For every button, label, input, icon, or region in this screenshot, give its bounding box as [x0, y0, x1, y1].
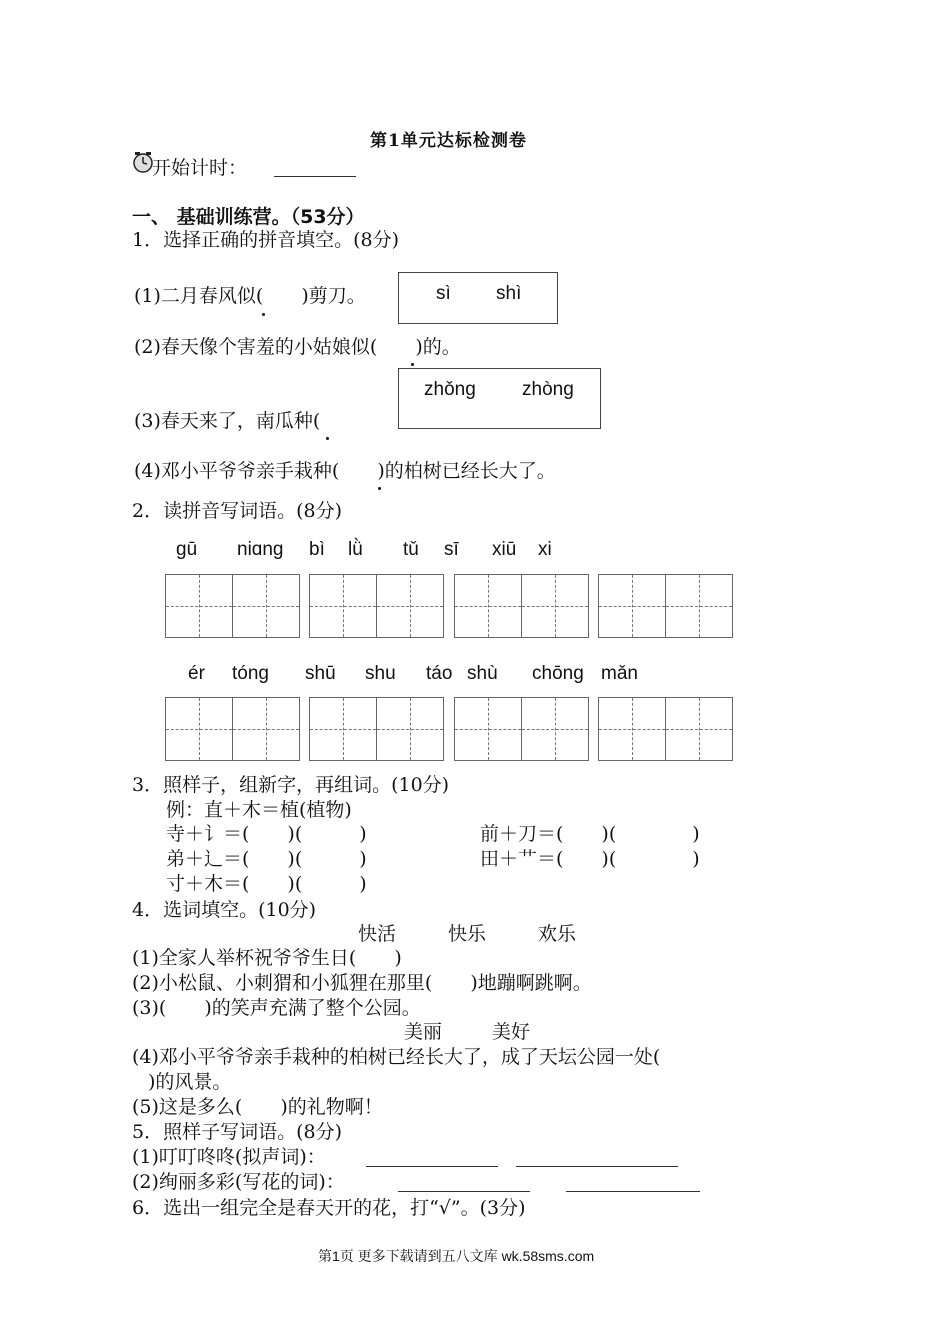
q4-item: (1)全家人举杯祝爷爷生日( ) — [132, 947, 402, 969]
q4-prompt: 4．选词填空。(10分) — [132, 899, 317, 921]
pinyin: táo — [426, 663, 453, 684]
timer-label: 开始计时： — [152, 157, 248, 179]
q4-item: (5)这是多么( )的礼物啊！ — [132, 1096, 383, 1118]
q5-prompt: 5．照样子写词语。(8分) — [132, 1121, 343, 1143]
pinyin: xiū — [492, 539, 517, 560]
q4-item: (4)邓小平爷爷亲手栽种的柏树已经长大了，成了天坛公园一处( — [132, 1046, 661, 1068]
q2-prompt: 2．读拼音写词语。(8分) — [132, 500, 343, 522]
word-option: 欢乐 — [538, 923, 577, 945]
writing-grid[interactable] — [598, 574, 733, 638]
pinyin-option: zhòng — [522, 379, 574, 400]
pinyin: shù — [467, 663, 498, 684]
answer-line[interactable] — [566, 1191, 700, 1192]
word-option: 快乐 — [448, 923, 487, 945]
emphasis-dot — [411, 363, 414, 366]
answer-line[interactable] — [398, 1191, 530, 1192]
writing-grid[interactable] — [454, 574, 589, 638]
writing-grid[interactable] — [165, 574, 300, 638]
q4-item: (2)小松鼠、小刺猬和小狐狸在那里( )地蹦啊跳啊。 — [132, 972, 592, 994]
writing-grid[interactable] — [309, 574, 444, 638]
q3-item: 前＋刀＝( )( ) — [480, 823, 700, 845]
writing-grid[interactable] — [165, 697, 300, 761]
clock-icon — [132, 150, 154, 178]
pinyin-option: sì — [436, 283, 451, 304]
emphasis-dot — [326, 437, 329, 440]
q4-item: )的风景。 — [148, 1071, 232, 1093]
pinyin: ér — [188, 663, 205, 684]
pinyin: xi — [538, 539, 552, 560]
q1-item-2: (2)春天像个害羞的小姑娘似( )的。 — [134, 336, 461, 358]
word-option: 美丽 — [404, 1021, 443, 1043]
q1-item-1: (1)二月春风似( )剪刀。 — [134, 285, 366, 307]
pinyin: tǔ — [403, 539, 419, 560]
answer-line[interactable] — [366, 1166, 498, 1167]
pinyin: sī — [444, 539, 459, 560]
timer-answer-line[interactable] — [274, 176, 356, 177]
q1-item-4: (4)邓小平爷爷亲手栽种( )的柏树已经长大了。 — [134, 460, 556, 482]
pinyin-choice-box-1 — [398, 272, 558, 324]
q4-item: (3)( )的笑声充满了整个公园。 — [132, 997, 421, 1019]
writing-grid[interactable] — [309, 697, 444, 761]
pinyin: mǎn — [601, 663, 638, 684]
q3-item: 寺＋讠＝( )( ) — [166, 823, 367, 845]
pinyin: shu — [365, 663, 396, 684]
q5-item: (2)绚丽多彩(写花的词)： — [132, 1171, 345, 1193]
q3-item: 田＋艹＝( )( ) — [480, 848, 700, 870]
emphasis-dot — [378, 487, 381, 490]
writing-grid[interactable] — [598, 697, 733, 761]
pinyin: gū — [176, 539, 198, 560]
pinyin: lǜ — [348, 539, 363, 560]
q3-item: 寸＋木＝( )( ) — [166, 873, 367, 895]
pinyin-option: shì — [496, 283, 522, 304]
word-option: 快活 — [358, 923, 397, 945]
emphasis-dot — [262, 313, 265, 316]
pinyin: shū — [305, 663, 336, 684]
pinyin: niɑng — [237, 539, 284, 560]
page-title: 第1单元达标检测卷 — [370, 131, 527, 151]
q1-prompt: 1．选择正确的拼音填空。(8分) — [132, 229, 400, 251]
pinyin-option: zhǒng — [424, 379, 476, 400]
q1-item-3: (3)春天来了，南瓜种( — [134, 410, 321, 432]
q6-prompt: 6．选出一组完全是春天开的花，打“√”。(3分) — [132, 1197, 526, 1219]
pinyin: tóng — [232, 663, 269, 684]
section-heading: 一、 基础训练营。（53分） — [132, 206, 365, 228]
q3-prompt: 3．照样子，组新字，再组词。(10分) — [132, 774, 450, 796]
q3-example: 例：直＋木＝植(植物) — [166, 799, 352, 821]
writing-grid[interactable] — [454, 697, 589, 761]
pinyin: bì — [309, 539, 325, 560]
word-option: 美好 — [492, 1021, 531, 1043]
pinyin: chōng — [532, 663, 584, 684]
answer-line[interactable] — [516, 1166, 678, 1167]
page-footer: 第1页 更多下载请到五八文库 wk.58sms.com — [318, 1248, 595, 1264]
q5-item: (1)叮叮咚咚(拟声词)： — [132, 1146, 326, 1168]
q3-item: 弟＋辶＝( )( ) — [166, 848, 367, 870]
